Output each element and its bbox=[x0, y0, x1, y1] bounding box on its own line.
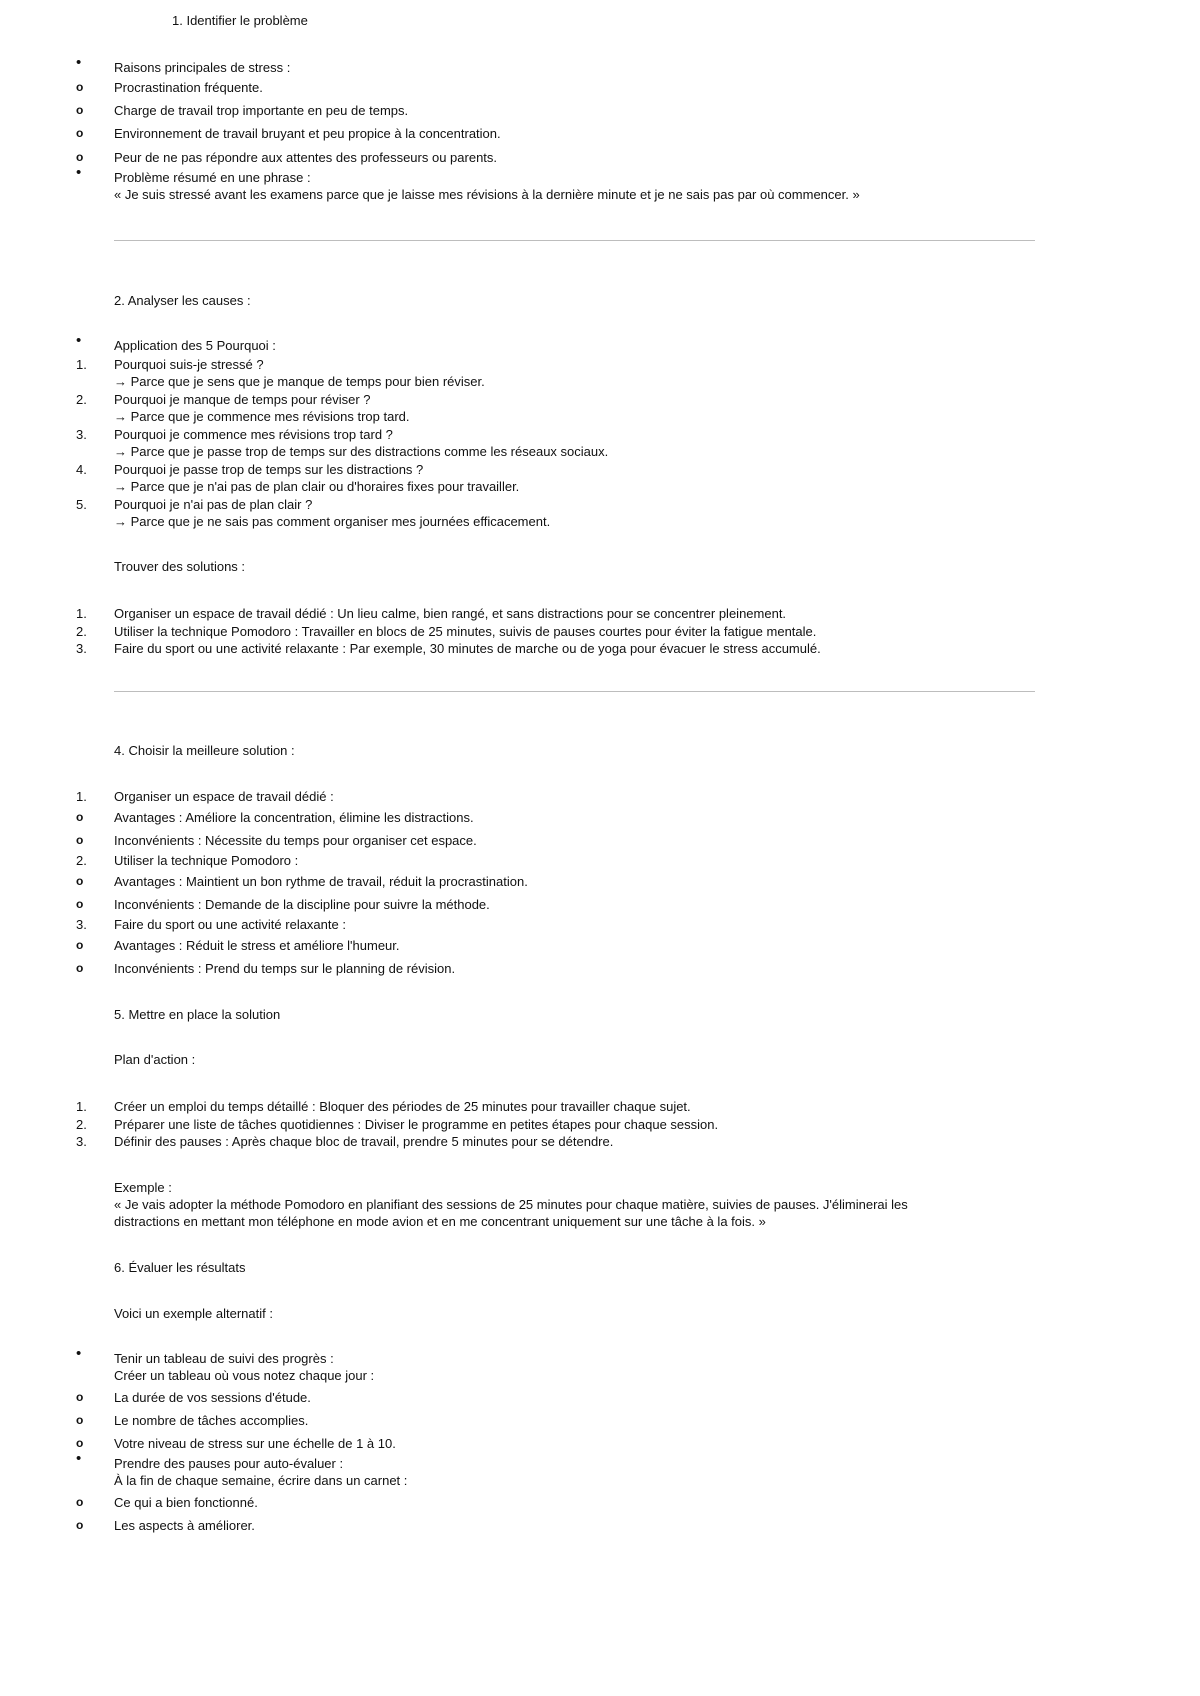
document-line bbox=[0, 149, 1200, 166]
line-text: « Je vais adopter la méthode Pomodoro en planifiant des sessions de 25 minutes pour chaque matière, suivies de pauses. J'éliminerai les bbox=[114, 1197, 908, 1212]
line-text: Avantages : Améliore la concentration, élimine les distractions. bbox=[114, 810, 474, 825]
line-text: Exemple : bbox=[114, 1180, 172, 1195]
list-number: 5. bbox=[76, 497, 87, 512]
sub-bullet-marker: o bbox=[76, 1436, 84, 1450]
document-line bbox=[0, 1389, 1200, 1406]
document-line bbox=[0, 1435, 1200, 1452]
line-text: 2. Analyser les causes : bbox=[114, 293, 251, 308]
document-line bbox=[0, 391, 1200, 408]
line-text: Pourquoi je commence mes révisions trop tard ? bbox=[114, 427, 393, 442]
document-line bbox=[0, 54, 1200, 76]
document-line bbox=[0, 832, 1200, 849]
sub-bullet-marker: o bbox=[76, 80, 84, 94]
line-text: À la fin de chaque semaine, écrire dans un carnet : bbox=[114, 1473, 408, 1488]
line-text: Votre niveau de stress sur une échelle de 1 à 10. bbox=[114, 1436, 396, 1451]
document-line bbox=[0, 1051, 1200, 1068]
document-line bbox=[0, 461, 1200, 478]
line-text: distractions en mettant mon téléphone en mode avion et en me concentrant uniquement sur une tâche à la fois. » bbox=[114, 1214, 766, 1229]
line-text: Les aspects à améliorer. bbox=[114, 1518, 255, 1533]
line-text: « Je suis stressé avant les examens parce que je laisse mes révisions à la dernière minute et je ne sais pas par où commencer. » bbox=[114, 187, 860, 202]
document-line bbox=[0, 1494, 1200, 1511]
document-line bbox=[0, 937, 1200, 954]
line-text: Utiliser la technique Pomodoro : bbox=[114, 853, 299, 868]
bullet-marker: • bbox=[76, 1345, 82, 1362]
document-line bbox=[0, 558, 1200, 575]
line-text: Créer un emploi du temps détaillé : Bloquer des périodes de 25 minutes pour travailler chaque sujet. bbox=[114, 1099, 691, 1114]
line-text: Environnement de travail bruyant et peu propice à la concentration. bbox=[114, 126, 501, 141]
document-line bbox=[0, 496, 1200, 513]
section-title: 1. Identifier le problème bbox=[172, 13, 308, 28]
line-text: Raisons principales de stress : bbox=[114, 60, 291, 75]
line-text: Pourquoi suis-je stressé ? bbox=[114, 357, 264, 372]
document-line bbox=[0, 478, 1200, 495]
list-number: 1. bbox=[76, 789, 87, 804]
document-line bbox=[0, 742, 1200, 759]
list-number: 3. bbox=[76, 1134, 87, 1149]
document-line bbox=[0, 332, 1200, 354]
list-number: 4. bbox=[76, 462, 87, 477]
list-number: 1. bbox=[76, 606, 87, 621]
sub-bullet-marker: o bbox=[76, 103, 84, 117]
document-line bbox=[0, 164, 1200, 186]
list-number: 2. bbox=[76, 853, 87, 868]
list-number: 1. bbox=[76, 1099, 87, 1114]
document-line bbox=[0, 1259, 1200, 1276]
line-text: Faire du sport ou une activité relaxante : Par exemple, 30 minutes de marche ou de yoga pour évacuer le stress accumulé. bbox=[114, 641, 821, 656]
line-text: Peur de ne pas répondre aux attentes des professeurs ou parents. bbox=[114, 150, 498, 165]
document-line bbox=[0, 1367, 1200, 1384]
document-line bbox=[0, 426, 1200, 443]
line-text: Inconvénients : Nécessite du temps pour organiser cet espace. bbox=[114, 833, 477, 848]
sub-bullet-marker: o bbox=[76, 150, 84, 164]
bullet-marker: • bbox=[76, 1450, 82, 1467]
sub-bullet-marker: o bbox=[76, 1390, 84, 1404]
bullet-marker: • bbox=[76, 54, 82, 71]
line-text: 5. Mettre en place la solution bbox=[114, 1007, 281, 1022]
line-text: Plan d'action : bbox=[114, 1052, 196, 1067]
line-text: Problème résumé en une phrase : bbox=[114, 170, 311, 185]
document-line bbox=[0, 186, 1200, 203]
line-text: Définir des pauses : Après chaque bloc de travail, prendre 5 minutes pour se détendre. bbox=[114, 1134, 614, 1149]
document-line bbox=[0, 1213, 1200, 1230]
document-line bbox=[0, 605, 1200, 622]
document-line bbox=[0, 1196, 1200, 1213]
bullet-marker: • bbox=[76, 164, 82, 181]
document-line bbox=[0, 125, 1200, 142]
sub-bullet-marker: o bbox=[76, 126, 84, 140]
line-text: Procrastination fréquente. bbox=[114, 80, 263, 95]
document-line bbox=[0, 1472, 1200, 1489]
line-text: → Parce que je n'ai pas de plan clair ou d'horaires fixes pour travailler. bbox=[114, 479, 520, 494]
line-text: Charge de travail trop importante en peu de temps. bbox=[114, 103, 409, 118]
document-line bbox=[0, 1517, 1200, 1534]
line-text: Ce qui a bien fonctionné. bbox=[114, 1495, 258, 1510]
document-line bbox=[0, 443, 1200, 460]
line-text: Trouver des solutions : bbox=[114, 559, 246, 574]
line-text: Inconvénients : Demande de la discipline pour suivre la méthode. bbox=[114, 897, 490, 912]
line-text: → Parce que je passe trop de temps sur des distractions comme les réseaux sociaux. bbox=[114, 444, 609, 459]
document-line bbox=[0, 916, 1200, 933]
sub-bullet-marker: o bbox=[76, 874, 84, 888]
line-text: → Parce que je sens que je manque de temps pour bien réviser. bbox=[114, 374, 485, 389]
list-number: 3. bbox=[76, 427, 87, 442]
sub-bullet-marker: o bbox=[76, 1518, 84, 1532]
line-text: Avantages : Maintient un bon rythme de travail, réduit la procrastination. bbox=[114, 874, 528, 889]
line-text: Pourquoi je manque de temps pour réviser ? bbox=[114, 392, 371, 407]
line-text: → Parce que je ne sais pas comment organiser mes journées efficacement. bbox=[114, 514, 551, 529]
line-text: Application des 5 Pourquoi : bbox=[114, 338, 276, 353]
list-number: 2. bbox=[76, 624, 87, 639]
document-line bbox=[0, 356, 1200, 373]
sub-bullet-marker: o bbox=[76, 897, 84, 911]
sub-bullet-marker: o bbox=[76, 1495, 84, 1509]
document-line bbox=[0, 623, 1200, 640]
document-line bbox=[0, 960, 1200, 977]
document-line bbox=[0, 873, 1200, 890]
document-line bbox=[0, 408, 1200, 425]
list-number: 3. bbox=[76, 917, 87, 932]
list-number: 2. bbox=[76, 392, 87, 407]
document-line bbox=[0, 102, 1200, 119]
document-line bbox=[0, 1133, 1200, 1150]
section-divider bbox=[114, 240, 1035, 241]
line-text: Tenir un tableau de suivi des progrès : bbox=[114, 1351, 334, 1366]
section-divider bbox=[114, 691, 1035, 692]
document-line bbox=[0, 640, 1200, 657]
sub-bullet-marker: o bbox=[76, 833, 84, 847]
document-line bbox=[0, 79, 1200, 96]
line-text: Pourquoi je n'ai pas de plan clair ? bbox=[114, 497, 313, 512]
line-text: Inconvénients : Prend du temps sur le planning de révision. bbox=[114, 961, 456, 976]
line-text: Faire du sport ou une activité relaxante : bbox=[114, 917, 346, 932]
document-line bbox=[0, 1345, 1200, 1367]
document-line bbox=[0, 1098, 1200, 1115]
document-line bbox=[0, 513, 1200, 530]
sub-bullet-marker: o bbox=[76, 938, 84, 952]
line-text: Organiser un espace de travail dédié : Un lieu calme, bien rangé, et sans distractions pour se concentrer pleinement. bbox=[114, 606, 787, 621]
sub-bullet-marker: o bbox=[76, 961, 84, 975]
document-line bbox=[0, 788, 1200, 805]
sub-bullet-marker: o bbox=[76, 810, 84, 824]
document-line bbox=[0, 1006, 1200, 1023]
document-line bbox=[0, 1450, 1200, 1472]
line-text: Avantages : Réduit le stress et améliore l'humeur. bbox=[114, 938, 400, 953]
list-number: 1. bbox=[76, 357, 87, 372]
document-line bbox=[0, 292, 1200, 309]
line-text: → Parce que je commence mes révisions trop tard. bbox=[114, 409, 410, 424]
line-text: Prendre des pauses pour auto-évaluer : bbox=[114, 1456, 344, 1471]
document-line bbox=[0, 1116, 1200, 1133]
list-number: 2. bbox=[76, 1117, 87, 1132]
line-text: 6. Évaluer les résultats bbox=[114, 1260, 246, 1275]
document-line bbox=[0, 1412, 1200, 1429]
line-text: Voici un exemple alternatif : bbox=[114, 1306, 273, 1321]
line-text: Utiliser la technique Pomodoro : Travailler en blocs de 25 minutes, suivis de pauses courtes pour éviter la fatigue mentale. bbox=[114, 624, 817, 639]
sub-bullet-marker: o bbox=[76, 1413, 84, 1427]
document-line bbox=[0, 373, 1200, 390]
document-line bbox=[0, 12, 1200, 29]
line-text: Préparer une liste de tâches quotidiennes : Diviser le programme en petites étapes pour chaque session. bbox=[114, 1117, 719, 1132]
document-line bbox=[0, 1179, 1200, 1196]
document-line bbox=[0, 896, 1200, 913]
document-line bbox=[0, 809, 1200, 826]
line-text: Créer un tableau où vous notez chaque jour : bbox=[114, 1368, 375, 1383]
document-line bbox=[0, 852, 1200, 869]
line-text: Organiser un espace de travail dédié : bbox=[114, 789, 334, 804]
line-text: Le nombre de tâches accomplies. bbox=[114, 1413, 309, 1428]
document-line bbox=[0, 1305, 1200, 1322]
bullet-marker: • bbox=[76, 332, 82, 349]
line-text: 4. Choisir la meilleure solution : bbox=[114, 743, 295, 758]
list-number: 3. bbox=[76, 641, 87, 656]
line-text: Pourquoi je passe trop de temps sur les distractions ? bbox=[114, 462, 424, 477]
line-text: La durée de vos sessions d'étude. bbox=[114, 1390, 311, 1405]
